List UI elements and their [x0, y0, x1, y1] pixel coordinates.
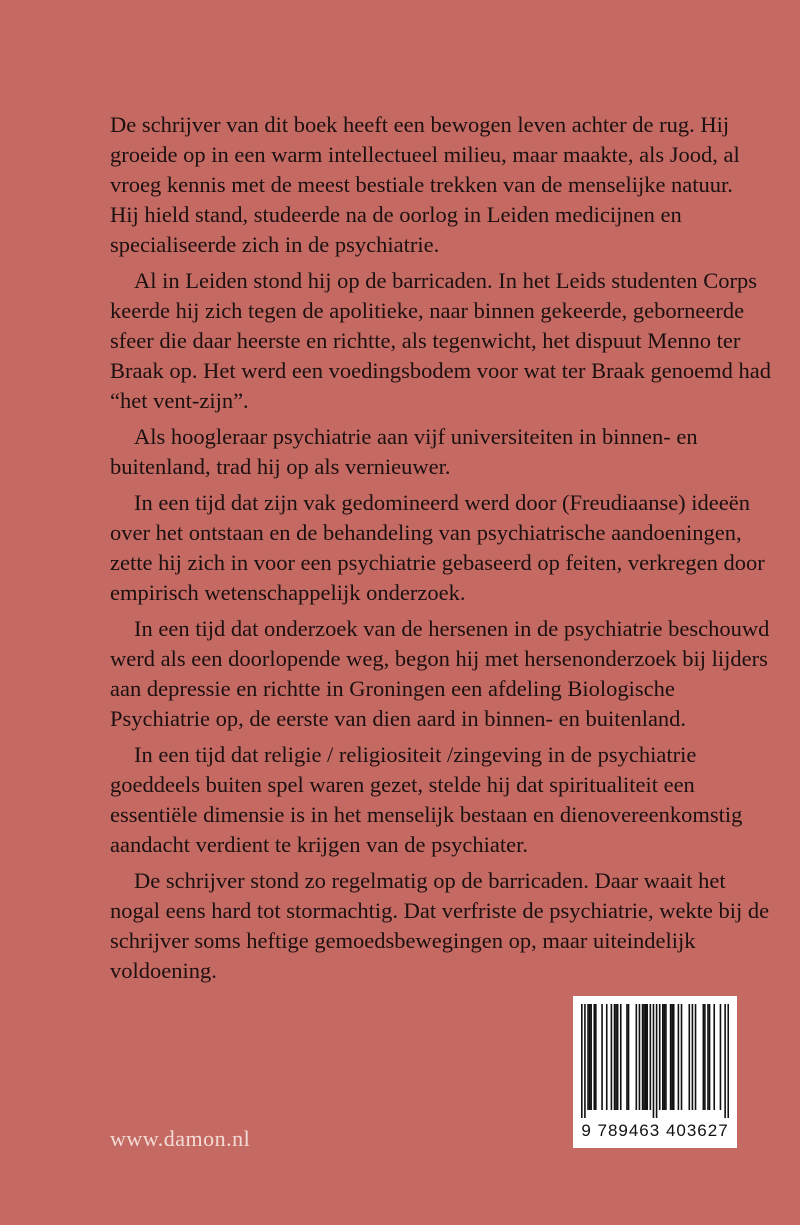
barcode-bar — [671, 1004, 673, 1110]
blurb-paragraph-1: De schrijver van dit boek heeft een bewogen leven achter de rug. Hij groeide op in een warm intellectueel milieu, maar maakte, als Jood, al vroeg kennis met de meest bestiale trekken van de menselijke natuur. — [110, 112, 740, 197]
barcode-bar — [650, 1004, 652, 1110]
barcode-bar — [639, 1004, 641, 1110]
barcode-bar — [645, 1004, 647, 1110]
barcode-bar — [593, 1004, 595, 1110]
barcode-bar — [595, 1004, 597, 1110]
barcode-bar — [628, 1004, 630, 1110]
blurb-paragraph-8: De schrijver stond zo regelmatig op de barricaden. Daar waait het nogal eens hard tot stormachtig. Dat verfriste de psychiatrie, wekte bij de schrijver soms heftige gemoedsbewegingen op, maar uiteindelijk voldoening. — [110, 868, 770, 983]
barcode-bar — [704, 1004, 706, 1110]
barcode-bar — [665, 1004, 667, 1110]
blurb-text — [110, 110, 780, 986]
barcode-bar — [646, 1004, 648, 1110]
barcode-bar — [707, 1004, 709, 1110]
barcode-bar — [709, 1004, 711, 1110]
barcode-bar — [589, 1004, 591, 1110]
barcode-bar — [662, 1004, 664, 1110]
barcode-bar — [695, 1004, 697, 1110]
barcode-bar — [606, 1004, 608, 1110]
barcode-bar — [703, 1004, 705, 1110]
isbn-barcode — [573, 996, 737, 1148]
blurb-paragraph-6: In een tijd dat onderzoek van de hersenen in de psychiatrie beschouwd werd als een doorlopende weg, begon hij met hersenonderzoek bij lijders aan depressie en richtte in Groningen een afdeling Biologische Psychiatrie op, de eerste van dien aard in binnen- en buitenland. — [110, 616, 770, 731]
blurb-paragraph-2: Hij hield stand, studeerde na de oorlog in Leiden medicijnen en specialiseerde zich in de psychiatrie. — [110, 202, 682, 257]
blurb-paragraph-7: In een tijd dat religie / religiositeit /zingeving in de psychiatrie goeddeels buiten spel waren gezet, stelde hij dat spiritualiteit een essentiële dimensie is in het menselijk bestaan en dienovereenkomstig aandacht verdient te krijgen van de psychiater. — [110, 742, 743, 857]
barcode-bar — [611, 1004, 613, 1110]
barcode-bar — [713, 1004, 715, 1110]
barcode-bar — [688, 1004, 690, 1110]
barcode-bar — [614, 1004, 616, 1110]
barcode-bar — [673, 1004, 675, 1110]
barcode-bar — [670, 1004, 672, 1110]
barcode-bar — [692, 1004, 694, 1110]
barcode-bar — [678, 1004, 680, 1110]
barcode-bar — [617, 1004, 619, 1110]
barcode-bar — [620, 1004, 622, 1110]
isbn-number: 9 789463 403627 — [581, 1121, 729, 1140]
barcode-bar — [636, 1004, 638, 1110]
barcode-bar — [626, 1004, 628, 1110]
barcode-bar — [656, 1004, 658, 1118]
barcode-bar — [584, 1004, 586, 1118]
barcode-bar — [724, 1004, 726, 1118]
barcode-bar — [720, 1004, 722, 1110]
barcode-bar — [659, 1004, 661, 1110]
barcode-bar — [615, 1004, 617, 1110]
blurb-paragraph-5: In een tijd dat zijn vak gedomineerd werd door (Freudiaanse) ideeën over het ontstaan en de behandeling van psychiatrische aandoeningen, zette hij zich in voor een psychiatrie gebaseerd op feiten, verkregen door empirisch wetenschappelijk onderzoek. — [110, 490, 765, 605]
barcode-bar — [642, 1004, 644, 1110]
barcode-bar — [601, 1004, 603, 1110]
barcode-bar — [590, 1004, 592, 1110]
barcode-bar — [681, 1004, 683, 1110]
barcode-bar — [727, 1004, 729, 1118]
barcode-bar — [587, 1004, 589, 1110]
barcode-bar — [643, 1004, 645, 1110]
barcode-bar — [664, 1004, 666, 1110]
blurb-paragraph-3: Al in Leiden stond hij op de barricaden. In het Leids studenten Corps keerde hij zich tegen de apolitieke, naar binnen gekeerde, geborneerde sfeer die daar heerste en richtte, als tegenwicht, het dispuut Menno ter Braak op. Het werd een voedingsbodem voor wat ter Braak genoemd had “het vent-zijn”. — [110, 268, 772, 413]
publisher-website: www.damon.nl — [110, 1126, 251, 1151]
barcode-bars — [581, 1004, 729, 1118]
blurb-paragraph-4: Als hoogleraar psychiatrie aan vijf universiteiten in binnen- en buitenland, trad hij op als vernieuwer. — [110, 424, 698, 479]
barcode-bar — [581, 1004, 583, 1118]
barcode-bar — [653, 1004, 655, 1118]
